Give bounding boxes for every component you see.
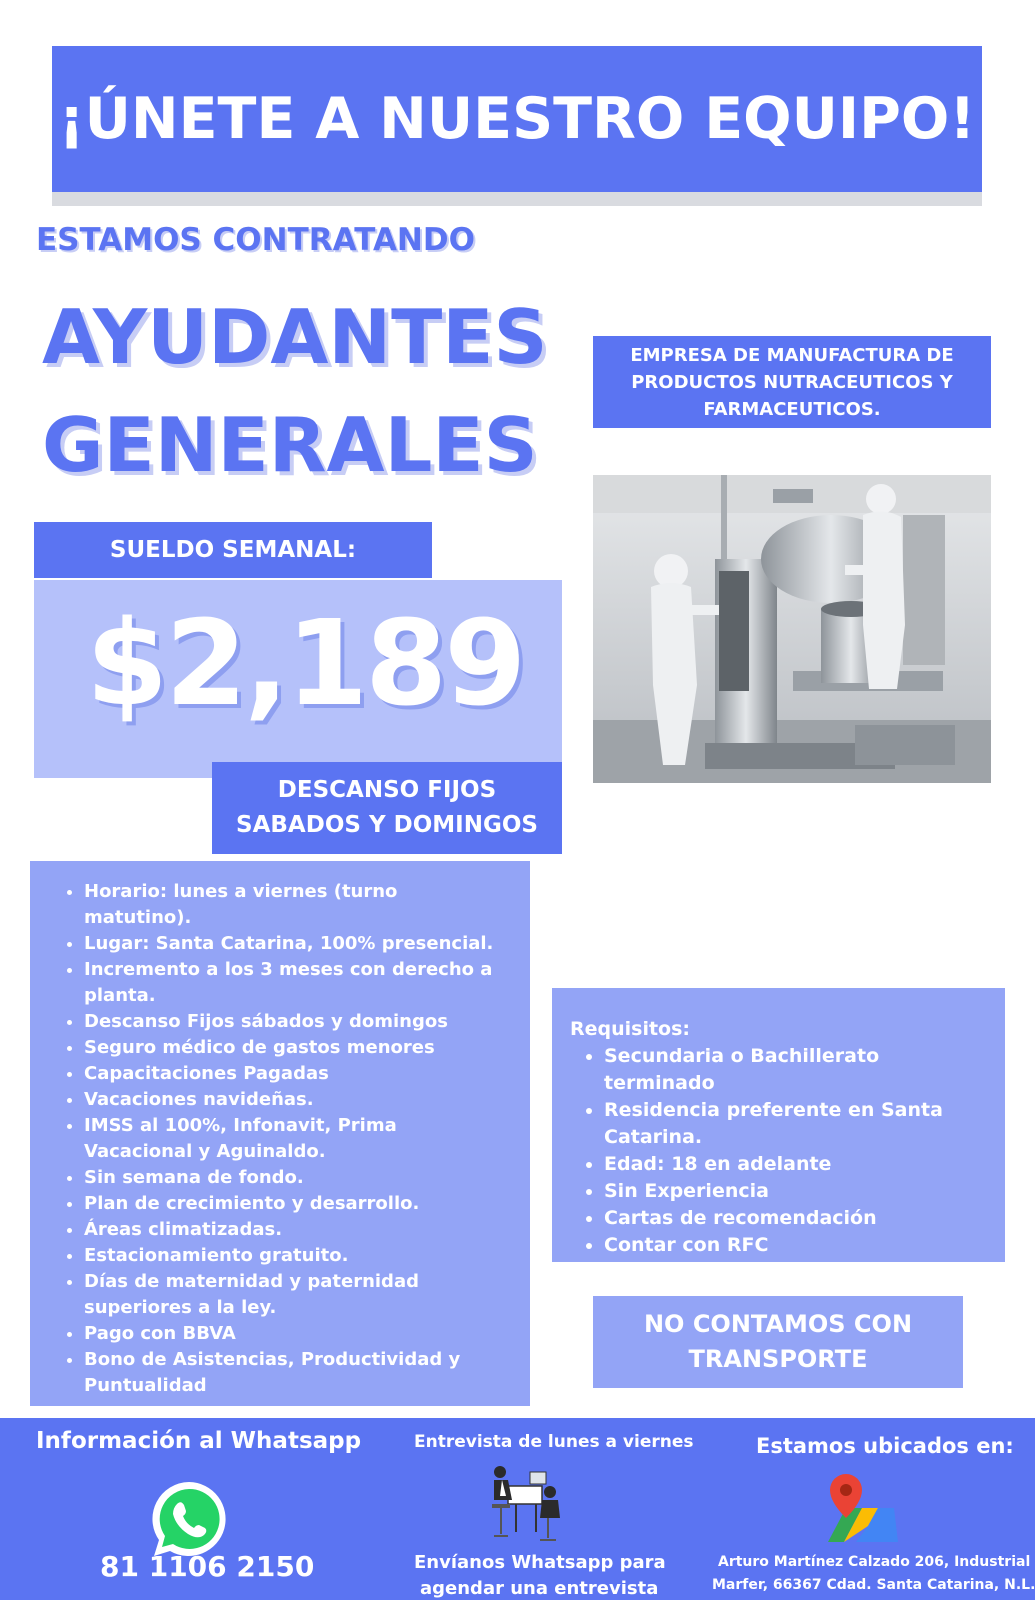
benefit-item: • Pago con BBVA (84, 1321, 510, 1347)
rest-days-line-2: SABADOS Y DOMINGOS (236, 812, 538, 838)
interview-line-2: agendar una entrevista (420, 1578, 659, 1599)
cleanroom-photo-illustration (593, 475, 991, 783)
benefit-item: • Capacitaciones Pagadas (84, 1061, 510, 1087)
address-line-2: Marfer, 66367 Cdad. Santa Catarina, N.L. (712, 1577, 1035, 1593)
salary-value: $2,189 (86, 594, 524, 732)
company-line-1: EMPRESA DE MANUFACTURA DE (630, 344, 954, 366)
footer (0, 1418, 1035, 1600)
requirement-item: • Cartas de recomendación (604, 1205, 991, 1232)
header-banner (52, 46, 982, 192)
transport-line-1: NO CONTAMOS CON (643, 1310, 913, 1338)
requirements-panel (552, 988, 1005, 1262)
role-title-line2: GENERALES (42, 401, 538, 489)
company-description (593, 336, 991, 428)
benefit-item: • Plan de crecimiento y desarrollo. (84, 1191, 510, 1217)
company-line-2: PRODUCTOS NUTRACEUTICOS Y (631, 371, 953, 393)
address-line-1: Arturo Martínez Calzado 206, Industrial (718, 1554, 1031, 1570)
maps-pin-icon (822, 1470, 902, 1544)
role-title-line1: AYUDANTES (42, 293, 548, 381)
requirements-title: Requisitos: (570, 1018, 691, 1040)
benefit-item: • Días de maternidad y paternidad superiores a la ley. (84, 1269, 510, 1321)
benefit-item: • Seguro médico de gastos menores (84, 1035, 510, 1061)
benefit-item: • Incremento a los 3 meses con derecho a planta. (84, 957, 510, 1009)
requirements-list (570, 1043, 991, 1259)
benefit-item: • Horario: lunes a viernes (turno matutino). (84, 879, 510, 931)
requirement-item: • Secundaria o Bachillerato terminado (604, 1043, 991, 1097)
benefit-item: • Bono de Asistencias, Productividad y Puntualidad (84, 1347, 510, 1399)
requirement-item: • Edad: 18 en adelante (604, 1151, 991, 1178)
benefit-item: • Áreas climatizadas. (84, 1217, 510, 1243)
location-title: Estamos ubicados en: (756, 1434, 1014, 1458)
benefit-item: • Sin semana de fondo. (84, 1165, 510, 1191)
rest-days-box (212, 762, 562, 854)
benefits-list (58, 879, 510, 1399)
benefit-item: • Vacaciones navideñas. (84, 1087, 510, 1113)
cleanroom-photo (593, 475, 991, 783)
requirement-item: • Residencia preferente en Santa Catarina. (604, 1097, 991, 1151)
transport-notice (593, 1296, 963, 1388)
transport-line-2: TRANSPORTE (688, 1345, 868, 1373)
interview-line-1: Envíanos Whatsapp para (414, 1552, 666, 1573)
whatsapp-icon (148, 1478, 230, 1560)
benefit-item: • Descanso Fijos sábados y domingos (84, 1009, 510, 1035)
interview-title: Entrevista de lunes a viernes (414, 1432, 694, 1452)
whatsapp-phone: 81 1106 2150 (100, 1550, 315, 1583)
benefits-panel (30, 861, 530, 1406)
company-line-3: FARMACEUTICOS. (703, 398, 881, 420)
salary-label: SUELDO SEMANAL: (34, 522, 432, 578)
hiring-label: ESTAMOS CONTRATANDO (36, 222, 475, 258)
rest-days-line-1: DESCANSO FIJOS (277, 777, 497, 803)
interview-illustration (486, 1460, 570, 1544)
benefit-item: • Lugar: Santa Catarina, 100% presencial. (84, 931, 510, 957)
benefit-item: • Estacionamiento gratuito. (84, 1243, 510, 1269)
benefit-item: • IMSS al 100%, Infonavit, Prima Vacacional y Aguinaldo. (84, 1113, 510, 1165)
requirement-item: • Contar con RFC (604, 1232, 991, 1259)
page-title: ¡ÚNETE A NUESTRO EQUIPO! (58, 86, 976, 152)
requirement-item: • Sin Experiencia (604, 1178, 991, 1205)
whatsapp-title: Información al Whatsapp (36, 1428, 362, 1454)
